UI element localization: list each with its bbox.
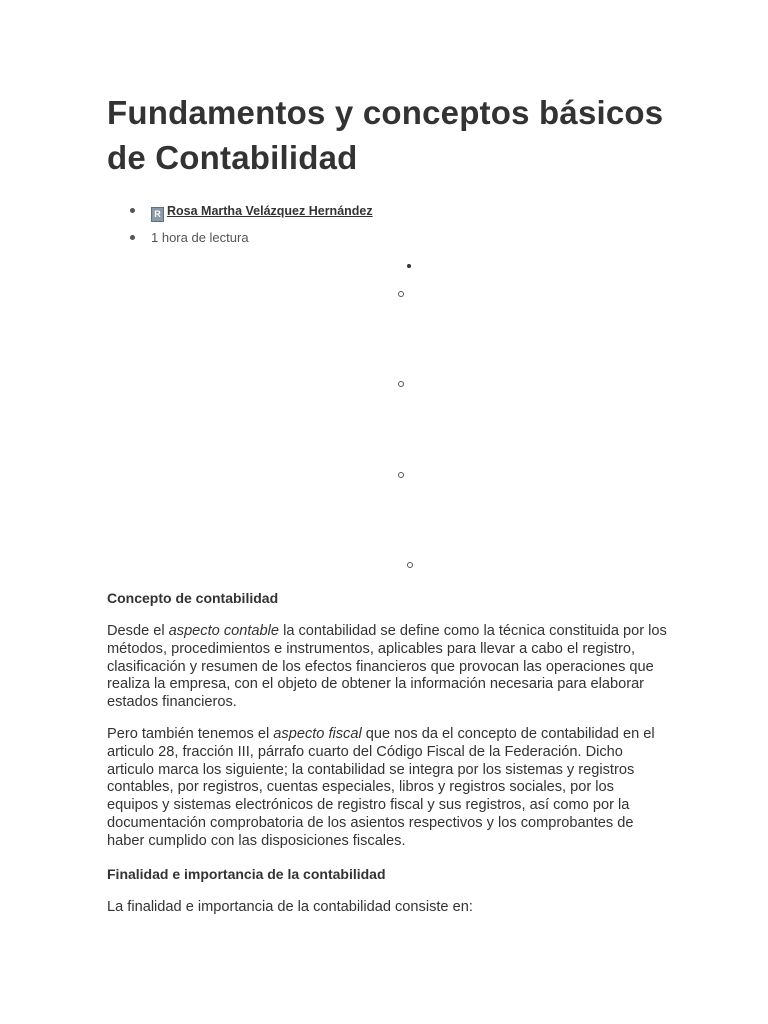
empty-sublist-bullet — [398, 291, 404, 297]
paragraph-text: que nos da el concepto de contabilidad en el articulo 28, fracción III, párrafo cuarto del Código Fiscal de la Federación. Dicho articulo marca los siguiente; la contabilidad se integra por los sistemas y registros contables, por registros, cuentas especiales, libros y registros sociales, por los equipos y sistemas electrónicos de registro fiscal y sus registros, así como por la documentación comprobatoria de los asientos respectivos y los comprobantes de haber cumplido con las disposiciones fiscales. — [107, 726, 655, 849]
article-title: Fundamentos y conceptos básicos de Contabilidad — [107, 94, 664, 176]
paragraph-text: Desde el — [107, 623, 169, 639]
empty-list-bullet — [407, 264, 411, 268]
emphasis-text: aspecto fiscal — [273, 726, 362, 742]
section-heading-finalidad: Finalidad e importancia de la contabilidad — [107, 866, 386, 882]
section-heading-concepto: Concepto de contabilidad — [107, 590, 279, 606]
paragraph-text: la contabilidad se define como la técnica constituida por los métodos, procedimientos e instrumentos, aplicables para llevar a cabo el registro, clasificación y resumen de los efectos financieros que provocan las operaciones que realiza la empresa, con el objeto de obtener la información necesaria para elaborar estados financieros. — [107, 623, 667, 711]
empty-sublist-bullet — [398, 381, 404, 387]
author-avatar-icon: R — [151, 207, 164, 222]
empty-sublist-bullet — [398, 472, 404, 478]
empty-sublist-bullet — [407, 562, 413, 568]
article-meta-list — [107, 197, 373, 251]
paragraph-finalidad: La finalidad e importancia de la contabilidad consiste en: — [107, 899, 473, 915]
author-link[interactable]: Rosa Martha Velázquez Hernández — [167, 204, 373, 218]
author-item — [107, 197, 373, 224]
read-time-text: 1 hora de lectura — [151, 230, 249, 245]
read-time-item — [107, 224, 373, 251]
paragraph-text: Pero también tenemos el — [107, 726, 274, 742]
paragraph-concepto — [107, 623, 667, 712]
emphasis-text: aspecto contable — [168, 623, 280, 639]
paragraph-aspecto-fiscal — [107, 726, 667, 851]
